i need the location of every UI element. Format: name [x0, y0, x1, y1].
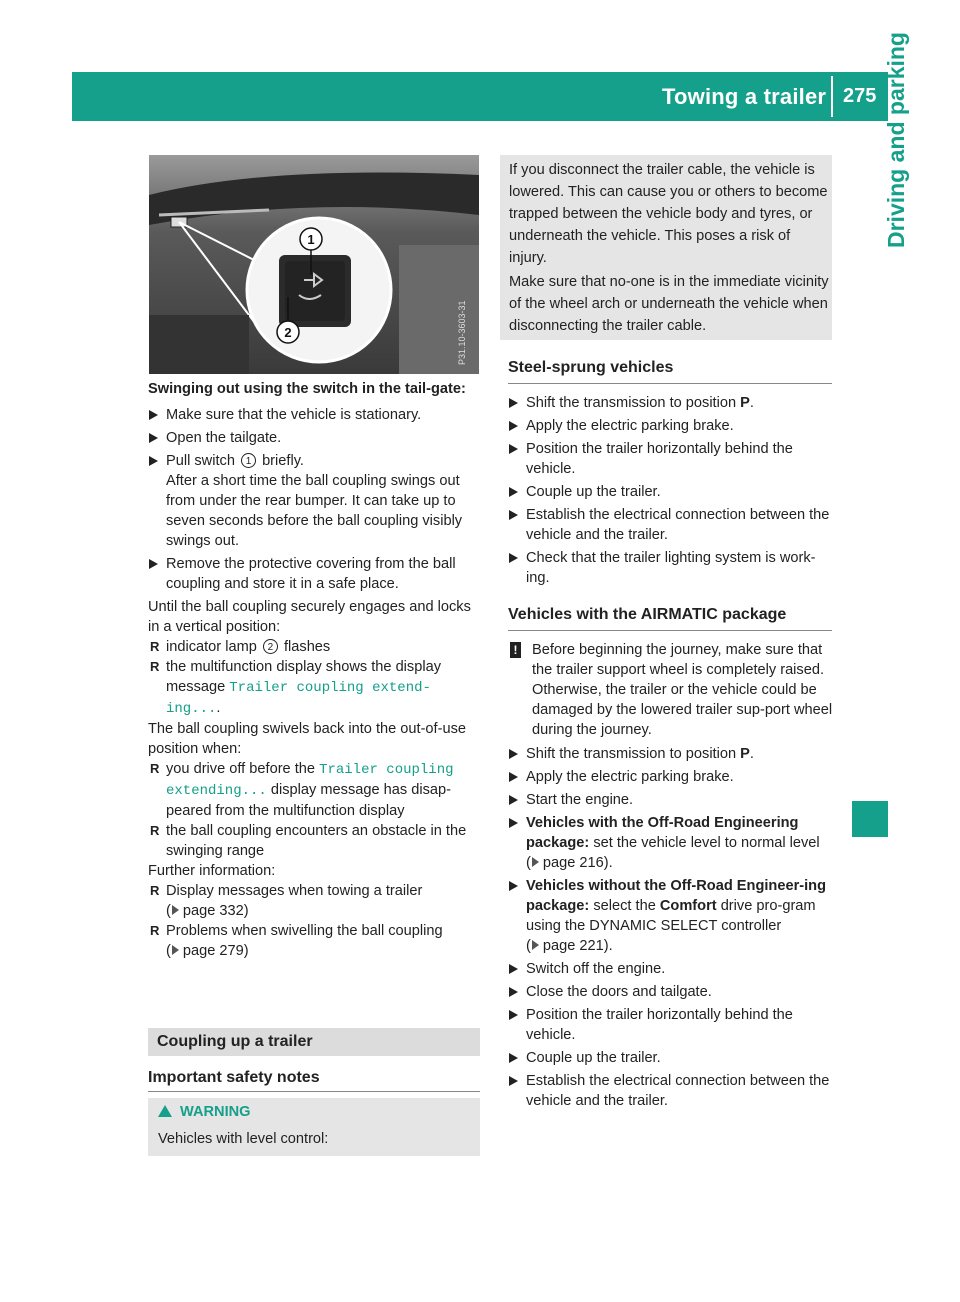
step-open-tailgate: Open the tailgate.: [148, 428, 482, 448]
bullet-problems-ref[interactable]: R Problems when swivelling the ball coupling ( page 279): [148, 921, 482, 961]
page-ref-279[interactable]: page 279): [182, 943, 249, 959]
steel-rule: [508, 383, 832, 384]
steel-steps: [508, 393, 836, 591]
header-divider: [831, 76, 833, 117]
page-title: Towing a trailer: [662, 84, 827, 109]
side-marker-block: [852, 801, 888, 837]
bullet-obstacle: R the ball coupling encounters an obstacle in the swinging range: [148, 821, 482, 861]
airmatic-step-electrical: Establish the electrical connection between the vehicle and the trailer.: [508, 1071, 836, 1111]
swing-out-heading: Swinging out using the switch in the tail-gate:: [148, 381, 466, 397]
figure-code: P31.10-3603-31: [457, 300, 467, 365]
step-remove-cover: Remove the protective covering from the ball coupling and store it in a safe place.: [148, 554, 482, 594]
display-message-code: Trailer coupling extend-ing...: [166, 680, 431, 717]
pull-switch-description: After a short time the ball coupling swings out from under the rear bumper. It can take up to seven seconds before the ball coupling visibly swings out.: [166, 473, 463, 549]
airmatic-notice: ! Before beginning the journey, make sure that the trailer support wheel is completely raised. Otherwise, the trailer or the vehicle could be damaged by the lowered trailer sup-port wheel during the journey.: [508, 640, 836, 740]
warning-text: Vehicles with level control:: [158, 1131, 329, 1147]
airmatic-heading: Vehicles with the AIRMATIC package: [508, 606, 787, 623]
airmatic-rule: [508, 630, 832, 631]
airmatic-step-position: Position the trailer horizontally behind the vehicle.: [508, 1005, 836, 1045]
airmatic-step-shift: Shift the transmission to position P.: [508, 744, 836, 764]
further-info: Further information:: [148, 863, 276, 879]
safety-rule: [148, 1091, 480, 1092]
page-ref-221[interactable]: page 221).: [542, 938, 613, 954]
airmatic-step-engine-off: Switch off the engine.: [508, 959, 836, 979]
page-ref-332[interactable]: page 332): [182, 903, 249, 919]
steel-step-electrical: Establish the electrical connection between the vehicle and the trailer.: [508, 505, 836, 545]
danger-paragraph-2: Make sure that no-one is in the immediate vicinity of the wheel arch or underneath the vehicle when disconnecting the trailer cable.: [509, 274, 829, 334]
airmatic-step-offroad: Vehicles with the Off-Road Engineering package: set the vehicle level to normal level ( page 216).: [508, 813, 836, 873]
display-message-code-2: Trailer coupling extending...: [166, 762, 454, 799]
airmatic-step-close: Close the doors and tailgate.: [508, 982, 836, 1002]
steel-step-shift: Shift the transmission to position P.: [508, 393, 836, 413]
bullet-display-messages-ref[interactable]: R Display messages when towing a trailer ( page 332): [148, 881, 482, 921]
until-text: Until the ball coupling securely engages and locks in a vertical position:: [148, 599, 471, 635]
airmatic-step-no-offroad: Vehicles without the Off-Road Engineer-ing package: select the Comfort drive pro-gram using the DYNAMIC SELECT controller ( page 221).: [508, 876, 836, 956]
bullet-indicator-lamp: R indicator lamp 2 flashes: [148, 637, 482, 657]
bullet-drive-off: R you drive off before the Trailer coupling extending... display message has disap-peared from the multifunction display: [148, 759, 482, 821]
page-ref-216[interactable]: page 216).: [542, 855, 613, 871]
page-ref-icon: [532, 940, 539, 950]
danger-text: [509, 159, 829, 337]
page-number: 275: [843, 85, 877, 107]
page-ref-icon: [172, 905, 179, 915]
airmatic-steps: [508, 640, 836, 1114]
bullet-display-message: R the multifunction display shows the display message Trailer coupling extend-ing....: [148, 657, 482, 719]
danger-paragraph-1: If you disconnect the trailer cable, the vehicle is lowered. This can cause you or others to become trapped between the vehicle body and tyres, or underneath the vehicle. This poses a risk of injury.: [509, 162, 828, 266]
swivels-text: The ball coupling swivels back into the out-of-use position when:: [148, 721, 466, 757]
warning-icon: [158, 1105, 172, 1117]
step-stationary: Make sure that the vehicle is stationary.: [148, 405, 482, 425]
safety-heading: Important safety notes: [148, 1069, 320, 1086]
step-pull-switch: Pull switch 1 briefly. After a short time the ball coupling swings out from under the rear bumper. It can take up to seven seconds before the ball coupling visibly swings out.: [148, 451, 482, 551]
left-column: [148, 379, 482, 961]
steel-step-lighting: Check that the trailer lighting system is work-ing.: [508, 548, 836, 588]
airmatic-step-brake: Apply the electric parking brake.: [508, 767, 836, 787]
page-ref-icon: [532, 857, 539, 867]
exclamation-icon: !: [510, 642, 521, 658]
tailgate-switch-figure: [149, 155, 479, 374]
steel-step-couple: Couple up the trailer.: [508, 482, 836, 502]
section-side-label: Driving and parking: [883, 32, 909, 248]
steel-heading: Steel-sprung vehicles: [508, 359, 674, 376]
callout-ref-1: 1: [241, 453, 256, 468]
airmatic-step-start: Start the engine.: [508, 790, 836, 810]
callout-2: 2: [284, 325, 292, 340]
warning-title: WARNING: [158, 1104, 251, 1120]
steel-step-position: Position the trailer horizontally behind the vehicle.: [508, 439, 836, 479]
section-title: Coupling up a trailer: [157, 1033, 313, 1050]
airmatic-step-couple: Couple up the trailer.: [508, 1048, 836, 1068]
steel-step-brake: Apply the electric parking brake.: [508, 416, 836, 436]
callout-ref-2: 2: [263, 639, 278, 654]
page-ref-icon: [172, 945, 179, 955]
callout-1: 1: [307, 232, 315, 247]
